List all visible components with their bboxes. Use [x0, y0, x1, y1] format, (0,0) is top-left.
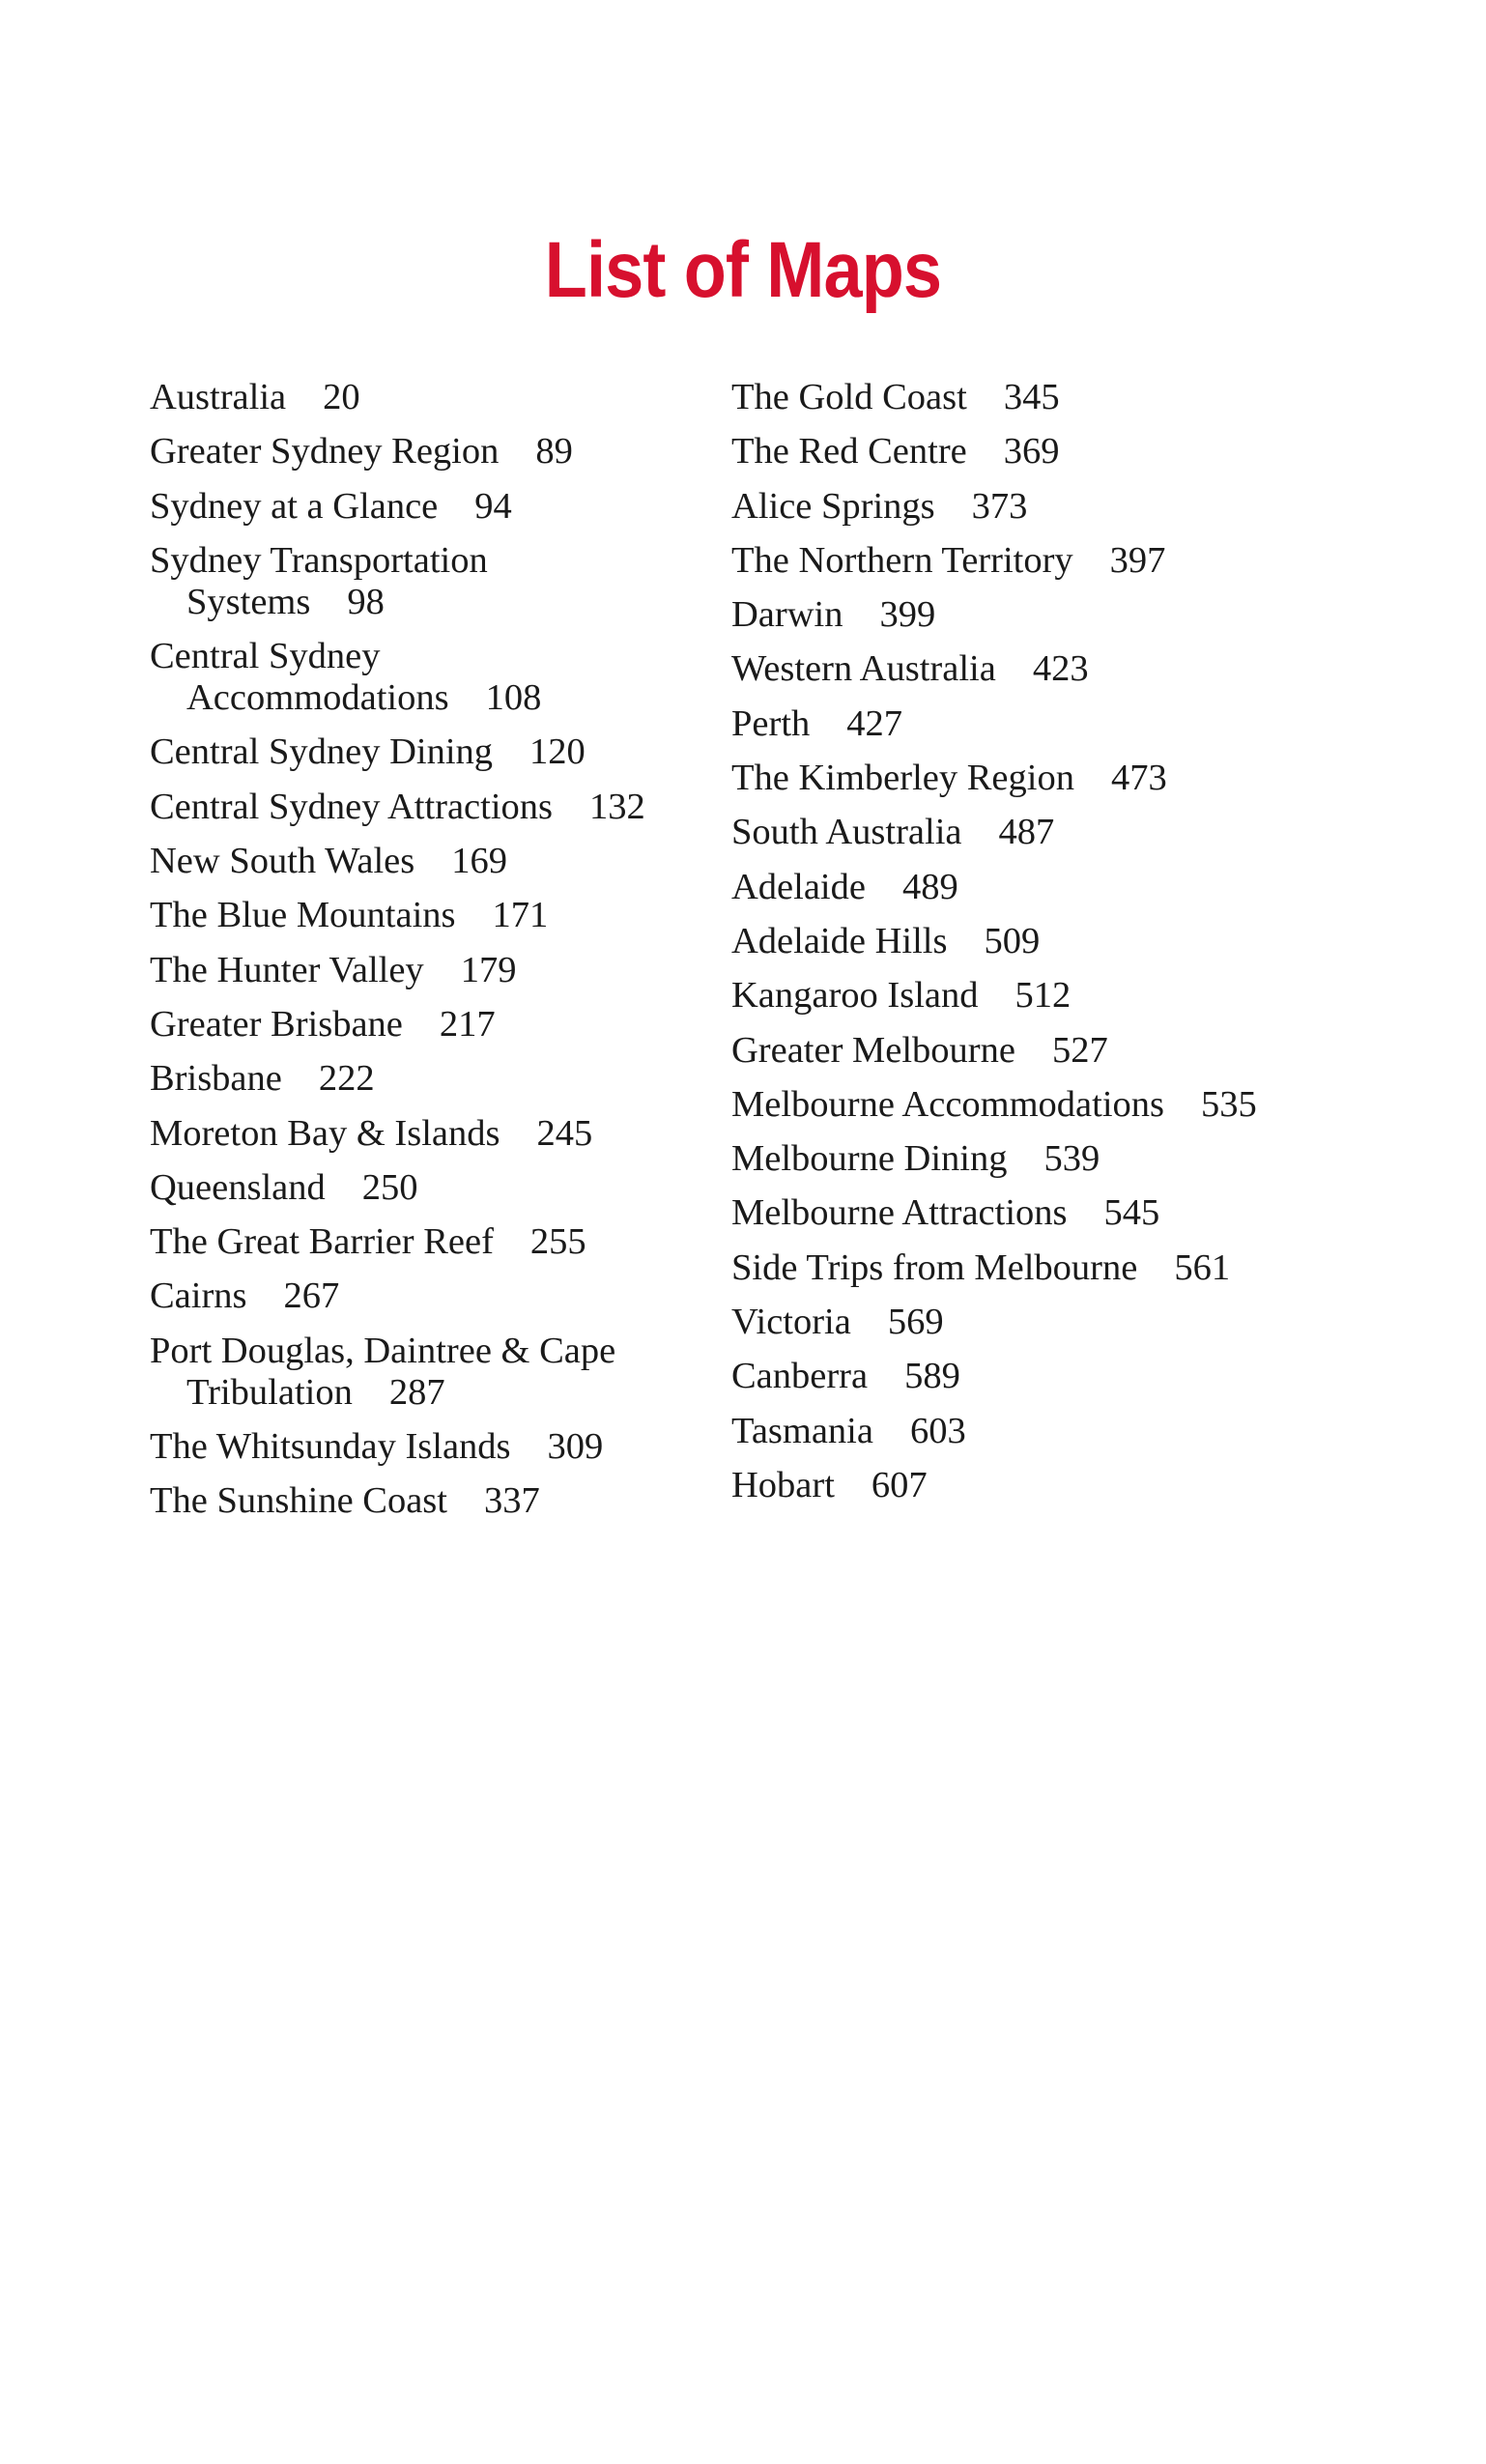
- map-list-left-column: [150, 377, 691, 1535]
- map-name: Adelaide: [731, 866, 866, 907]
- map-name: The Gold Coast: [731, 377, 967, 417]
- map-page-number: 545: [1103, 1192, 1160, 1234]
- map-name: The Great Barrier Reef: [150, 1221, 494, 1263]
- map-name: Brisbane: [150, 1058, 282, 1100]
- map-entry: [150, 787, 691, 828]
- map-page-number: 569: [887, 1302, 944, 1343]
- map-entry: [731, 594, 1350, 636]
- map-entry: [731, 540, 1350, 582]
- map-entry: [150, 540, 691, 623]
- map-entry: [731, 703, 1350, 745]
- map-entry: [150, 1221, 691, 1263]
- map-page-number: 369: [1003, 431, 1060, 473]
- map-name: Darwin: [731, 594, 843, 636]
- map-name: The Hunter Valley: [150, 949, 424, 990]
- map-name: New South Wales: [150, 841, 415, 882]
- map-entry: [731, 1030, 1350, 1072]
- map-page-number: 120: [529, 731, 586, 773]
- map-name: The Whitsunday Islands: [150, 1426, 511, 1468]
- map-name: Port Douglas, Daintree & Cape Tribulation: [150, 1330, 616, 1413]
- map-page-number: 607: [871, 1464, 928, 1505]
- map-name: Tasmania: [731, 1410, 873, 1451]
- map-entry: [150, 636, 691, 719]
- map-entry: [731, 1247, 1350, 1289]
- map-name: Greater Sydney Region: [150, 431, 500, 473]
- map-name: Canberra: [731, 1356, 869, 1397]
- map-entry: [150, 895, 691, 936]
- map-entry: [731, 758, 1350, 799]
- map-entry: [731, 1411, 1350, 1452]
- map-page-number: 171: [492, 895, 549, 936]
- map-page-number: 589: [904, 1356, 960, 1397]
- map-page-number: 535: [1201, 1083, 1257, 1125]
- map-entry: [150, 1167, 691, 1209]
- map-page-number: 373: [971, 485, 1028, 527]
- map-entry: [731, 1084, 1350, 1126]
- map-entry: [150, 1113, 691, 1155]
- map-page-number: 427: [846, 702, 903, 744]
- map-page-number: 169: [451, 841, 507, 882]
- map-name: Melbourne Attractions: [731, 1192, 1068, 1234]
- map-page-number: 108: [485, 677, 542, 719]
- map-name: Greater Brisbane: [150, 1003, 403, 1045]
- map-name: Cairns: [150, 1275, 247, 1317]
- map-page-number: 399: [879, 594, 936, 636]
- map-name: Perth: [731, 702, 811, 744]
- map-page-number: 487: [998, 812, 1055, 853]
- map-name: Central Sydney Attractions: [150, 786, 554, 827]
- map-entry: [150, 1331, 691, 1414]
- map-page-number: 509: [984, 920, 1041, 961]
- map-entry: [731, 1138, 1350, 1180]
- map-entry: [150, 950, 691, 991]
- map-entry: [731, 812, 1350, 853]
- map-name: Melbourne Dining: [731, 1138, 1008, 1180]
- map-page-number: 345: [1003, 377, 1060, 417]
- map-name: Victoria: [731, 1302, 851, 1343]
- map-name: The Blue Mountains: [150, 895, 456, 936]
- map-page-number: 561: [1174, 1246, 1231, 1288]
- map-name: Hobart: [731, 1464, 835, 1505]
- map-list-right-column: [731, 377, 1350, 1519]
- map-name: Queensland: [150, 1166, 326, 1208]
- map-entry: [731, 921, 1350, 962]
- map-page-number: 539: [1043, 1138, 1100, 1180]
- map-page-number: 309: [547, 1426, 604, 1468]
- map-name: Central Sydney Dining: [150, 731, 494, 773]
- map-name: Moreton Bay & Islands: [150, 1112, 500, 1154]
- map-name: Melbourne Accommodations: [731, 1083, 1165, 1125]
- map-page-number: 222: [318, 1058, 375, 1100]
- map-entry: [150, 731, 691, 773]
- map-entry: [150, 1480, 691, 1522]
- map-page-number: 245: [536, 1112, 593, 1154]
- map-name: Kangaroo Island: [731, 975, 979, 1017]
- map-name: Sydney Transportation Systems: [150, 539, 488, 622]
- map-entry: [150, 1426, 691, 1468]
- map-name: Central Sydney Accommodations: [150, 636, 449, 719]
- map-page-number: 89: [535, 431, 573, 473]
- map-entry: [731, 1192, 1350, 1234]
- map-page-number: 512: [1014, 975, 1072, 1017]
- map-page-number: 250: [361, 1166, 418, 1208]
- map-page-number: 20: [323, 377, 360, 417]
- map-entry: [150, 431, 691, 473]
- map-page-number: 489: [901, 866, 958, 907]
- map-name: Australia: [150, 377, 287, 417]
- map-page-number: 397: [1109, 539, 1166, 581]
- map-page-number: 423: [1032, 648, 1089, 690]
- map-name: Side Trips from Melbourne: [731, 1246, 1138, 1288]
- map-name: Adelaide Hills: [731, 920, 948, 961]
- map-name: The Kimberley Region: [731, 758, 1074, 799]
- map-entry: [731, 1465, 1350, 1506]
- map-name: The Red Centre: [731, 431, 967, 473]
- map-entry: [731, 1302, 1350, 1343]
- map-entry: [150, 841, 691, 882]
- map-name: Greater Melbourne: [731, 1029, 1015, 1071]
- map-page-number: 603: [909, 1410, 966, 1451]
- map-entry: [731, 486, 1350, 528]
- map-name: Alice Springs: [731, 485, 935, 527]
- page-title: List of Maps: [544, 225, 942, 314]
- map-entry: [731, 377, 1350, 418]
- map-page-number: 179: [460, 949, 517, 990]
- map-entry: [731, 867, 1350, 908]
- map-page-number: 217: [439, 1003, 496, 1045]
- map-page-number: 255: [529, 1221, 586, 1263]
- map-name: The Sunshine Coast: [150, 1480, 447, 1522]
- map-page-number: 267: [283, 1275, 340, 1317]
- map-entry: [731, 1356, 1350, 1397]
- map-entry: [150, 1004, 691, 1046]
- map-name: Western Australia: [731, 648, 996, 690]
- map-name: South Australia: [731, 812, 962, 853]
- map-page-number: 287: [388, 1371, 445, 1413]
- map-entry: [150, 1058, 691, 1100]
- map-name: Sydney at a Glance: [150, 485, 439, 527]
- map-page-number: 132: [589, 786, 645, 827]
- map-page-number: 98: [347, 581, 385, 622]
- map-name: The Northern Territory: [731, 539, 1073, 581]
- map-page-number: 473: [1110, 758, 1167, 799]
- map-entry: [150, 1275, 691, 1317]
- map-entry: [731, 975, 1350, 1017]
- map-entry: [731, 431, 1350, 473]
- map-page-number: 337: [483, 1480, 540, 1522]
- map-page-number: 94: [474, 485, 512, 527]
- map-entry: [150, 486, 691, 528]
- map-entry: [150, 377, 691, 418]
- map-page-number: 527: [1051, 1029, 1108, 1071]
- map-entry: [731, 648, 1350, 690]
